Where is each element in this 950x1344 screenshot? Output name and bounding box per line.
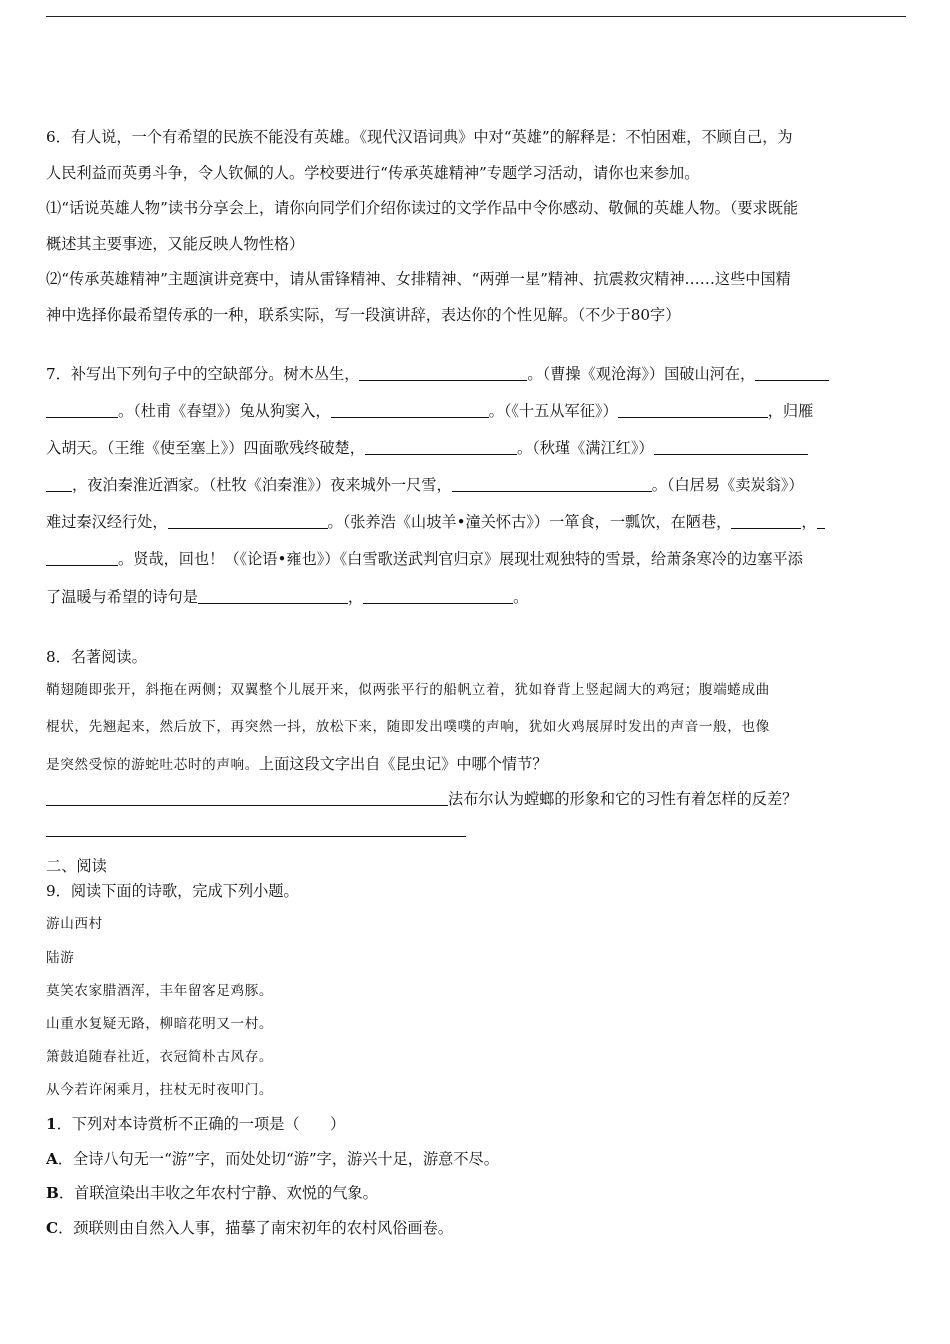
q6-line-1: 6．有人说，一个有希望的民族不能没有英雄。《现代汉语词典》中对“英雄”的解释是：不怕困难，不顾自己，为 xyxy=(46,128,793,146)
sub-question-stem: 1．下列对本诗赏析不正确的一项是（ ） xyxy=(46,1115,346,1133)
q6-line-2: 人民利益而英勇斗争，令人钦佩的人。学校要进行“传承英雄精神”专题学习活动，请你也来参加。 xyxy=(46,164,700,182)
option-b[interactable]: B．首联渲染出丰收之年农村宁静、欢悦的气象。 xyxy=(46,1184,378,1202)
answer-blank[interactable] xyxy=(331,402,489,418)
q8-passage-line-1: 鞘翅随即张开，斜拖在两侧；双翼整个儿展开来，似两张平行的船帆立着，犹如脊背上竖起阔大的鸡冠；腹端蜷成曲 xyxy=(46,682,770,698)
answer-blank[interactable] xyxy=(359,365,527,381)
answer-blank[interactable] xyxy=(46,550,118,566)
q7-line-3: 入胡天。（王维《使至塞上》）四面歌残终破楚， 。（秋瑾《满江红》） xyxy=(46,438,808,458)
q6-line-5: ⑵“传承英雄精神”主题演讲竞赛中，请从雷锋精神、女排精神、“两弹一星”精神、抗震救灾精神……这些中国精 xyxy=(46,270,791,288)
q7-line-6: 。贤哉，回也！（《论语•雍也》）《白雪歌送武判官归京》展现壮观独特的雪景，给萧条寒冷的边塞平添 xyxy=(46,549,803,569)
q7-line-1: 7．补写出下列句子中的空缺部分。树木丛生， 。（曹操《观沧海》）国破山河在， xyxy=(46,364,829,384)
answer-blank[interactable] xyxy=(618,402,768,418)
poem-title: 游山西村 xyxy=(46,916,103,932)
answer-blank[interactable] xyxy=(452,476,652,492)
q9-title: 9．阅读下面的诗歌，完成下列小题。 xyxy=(46,882,299,900)
poem-line: 箫鼓追随春社近，衣冠简朴古风存。 xyxy=(46,1049,274,1065)
q7-line-5: 难过秦汉经行处， 。（张养浩《山坡羊•潼关怀古》）一箪食，一瓢饮，在陋巷， ， xyxy=(46,512,825,532)
poem-author: 陆游 xyxy=(46,950,75,966)
poem-line: 山重水复疑无路，柳暗花明又一村。 xyxy=(46,1016,274,1032)
answer-blank[interactable] xyxy=(198,588,348,604)
answer-blank[interactable] xyxy=(168,513,328,529)
q7-line-7: 了温暖与希望的诗句是 ， 。 xyxy=(46,588,529,606)
answer-blank[interactable] xyxy=(46,402,118,418)
q8-passage-line-3: 是突然受惊的游蛇吐芯时的声响。上面这段文字出自《昆虫记》中哪个情节？ xyxy=(46,755,548,773)
section-title: 二、阅读 xyxy=(46,857,107,875)
answer-blank[interactable] xyxy=(755,365,829,381)
option-a[interactable]: A．全诗八句无一“游”字，而处处切“游”字，游兴十足，游意不尽。 xyxy=(46,1150,499,1168)
answer-blank[interactable] xyxy=(363,588,513,604)
q8-passage-line-2: 棍状，先翘起来，然后放下，再突然一抖，放松下来，随即发出噗噗的声响，犹如火鸡展屏时发出的声音一般，也像 xyxy=(46,719,770,735)
answer-blank[interactable] xyxy=(46,790,448,806)
answer-blank[interactable] xyxy=(46,476,72,492)
option-c[interactable]: C．颈联则由自然入人事，描摹了南宋初年的农村风俗画卷。 xyxy=(46,1219,453,1237)
q7-line-4: ，夜泊秦淮近酒家。（杜牧《泊秦淮》）夜来城外一尺雪， 。（白居易《卖炭翁》） xyxy=(46,475,804,495)
answer-blank[interactable] xyxy=(365,439,517,455)
answer-line[interactable] xyxy=(46,836,466,837)
answer-blank[interactable] xyxy=(731,513,801,529)
q6-line-4: 概述其主要事迹，又能反映人物性格） xyxy=(46,235,305,253)
q7-line-2: 。（杜甫《春望》）兔从狗窦入， 。（《十五从军征》） ，归雁 xyxy=(46,401,813,421)
poem-line: 从今若许闲乘月，拄杖无时夜叩门。 xyxy=(46,1082,274,1098)
q8-question: 法布尔认为螳螂的形象和它的习性有着怎样的反差？ xyxy=(46,789,797,809)
q6-line-3: ⑴“话说英雄人物”读书分享会上，请你向同学们介绍你读过的文学作品中令你感动、敬佩的英雄人物。（要求既能 xyxy=(46,199,799,217)
q8-title: 8．名著阅读。 xyxy=(46,648,147,666)
q6-line-6: 神中选择你最希望传承的一种，联系实际，写一段演讲辞，表达你的个性见解。（不少于80字） xyxy=(46,306,681,324)
answer-blank[interactable] xyxy=(654,439,808,455)
header-rule xyxy=(46,16,906,17)
answer-blank[interactable] xyxy=(817,513,825,529)
poem-line: 莫笑农家腊酒浑，丰年留客足鸡豚。 xyxy=(46,983,274,999)
